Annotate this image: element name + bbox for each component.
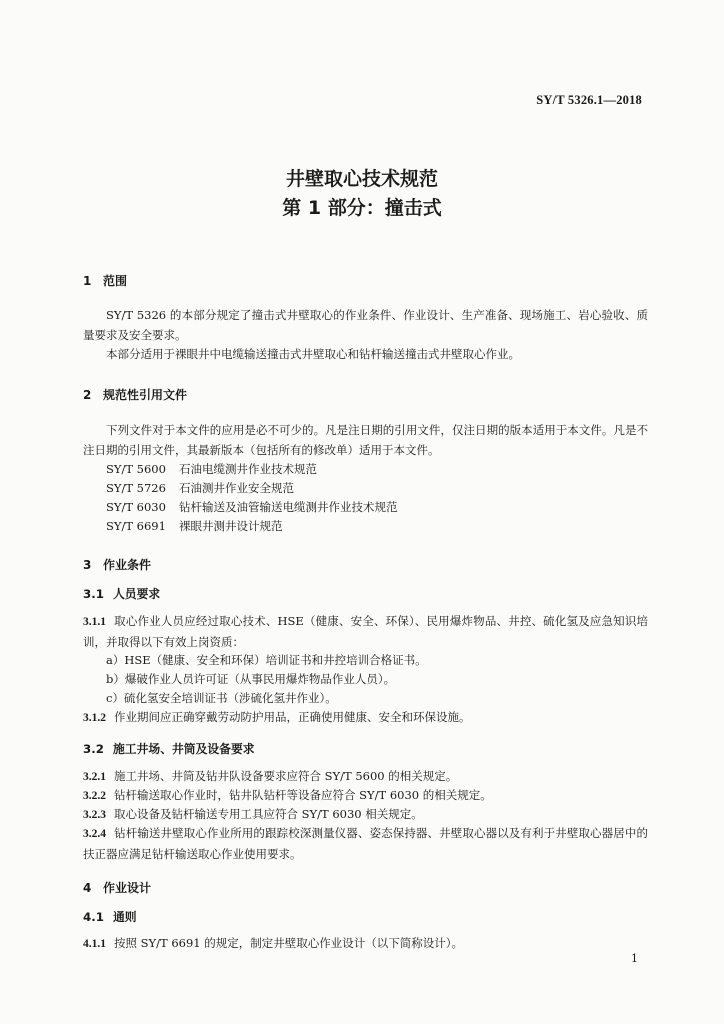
document-title: 井壁取心技术规范 [285, 168, 438, 190]
section-title: 作业条件 [103, 558, 152, 572]
document-subtitle: 第 1 部分：撞击式 [282, 197, 442, 219]
section-1-paragraph-2: 本部分适用于裸眼井中电缆输送撞击式井壁取心和钻杆输送撞击式井壁取心作业。 [106, 347, 520, 361]
clause-number: 3.2.4 [83, 828, 106, 840]
section-number: 4 [83, 881, 92, 895]
section-2-heading [83, 386, 187, 403]
page-number: 1 [631, 952, 638, 965]
clause-text: 按照 SY/T 6691 的规定，制定井壁取心作业设计（以下简称设计）。 [114, 936, 463, 950]
reference-code: SY/T 5726 [106, 481, 166, 495]
section-title: 作业设计 [103, 881, 152, 895]
section-3-heading [83, 556, 151, 573]
clause-text: 施工井场、井筒及钻井队设备要求应符合 SY/T 5600 的相关规定。 [114, 769, 458, 783]
subsection-number: 3.2 [83, 742, 104, 756]
subsection-number: 3.1 [83, 587, 104, 601]
clause-text: 取心设备及钻杆输送专用工具应符合 SY/T 6030 相关规定。 [114, 807, 423, 821]
subsection-3-1-heading [83, 585, 160, 602]
clause-3-1-1 [83, 612, 648, 652]
subsection-title: 施工井场、井筒及设备要求 [113, 742, 255, 756]
subsection-title: 通则 [113, 910, 137, 924]
clause-3-2-2 [83, 786, 648, 807]
clause-4-1-1 [83, 934, 648, 955]
section-number: 3 [83, 558, 92, 572]
reference-item [106, 498, 671, 518]
clause-3-2-1 [83, 767, 648, 788]
reference-item [106, 517, 671, 537]
section-number: 1 [83, 274, 92, 288]
standard-code: SY/T 5326.1—2018 [536, 93, 642, 107]
list-item: c）硫化氢安全培训证书（涉硫化氢井作业）。 [106, 691, 337, 705]
clause-text: 钻杆输送井壁取心作业所用的跟踪校深测量仪器、姿态保持器、井壁取心器以及有利于井壁取心器居中的扶正器应满足钻杆输送取心作业使用要求。 [83, 826, 648, 861]
section-title: 规范性引用文件 [103, 388, 188, 402]
clause-number: 4.1.1 [83, 938, 106, 950]
clause-text: 钻杆输送取心作业时，钻井队钻杆等设备应符合 SY/T 6030 的相关规定。 [114, 788, 492, 802]
clause-number: 3.2.1 [83, 771, 106, 783]
subsection-4-1-heading [83, 908, 137, 925]
subsection-title: 人员要求 [113, 587, 161, 601]
reference-code: SY/T 6030 [106, 500, 166, 514]
reference-title: 石油电缆测井作业技术规范 [179, 462, 317, 476]
reference-title: 钻杆输送及油管输送电缆测井作业技术规范 [179, 500, 398, 514]
section-number: 2 [83, 388, 92, 402]
section-1-paragraph-1: SY/T 5326 的本部分规定了撞击式井壁取心的作业条件、作业设计、生产准备、现场施工、岩心验收、质量要求及安全要求。 [83, 308, 648, 342]
section-4-heading [83, 879, 151, 896]
clause-number: 3.2.2 [83, 790, 106, 802]
list-item: b）爆破作业人员许可证（从事民用爆炸物品作业人员）。 [106, 672, 396, 686]
reference-item [106, 460, 671, 480]
section-2-paragraph-1: 下列文件对于本文件的应用是必不可少的。凡是注日期的引用文件，仅注日期的版本适用于本文件。凡是不注日期的引用文件，其最新版本（包括所有的修改单）适用于本文件。 [83, 423, 648, 457]
reference-code: SY/T 6691 [106, 519, 166, 533]
reference-item [106, 479, 671, 499]
subsection-number: 4.1 [83, 910, 104, 924]
reference-code: SY/T 5600 [106, 462, 166, 476]
subsection-3-2-heading [83, 740, 255, 757]
clause-3-1-2 [83, 708, 648, 729]
clause-number: 3.1.1 [83, 616, 106, 628]
clause-3-2-4 [83, 824, 648, 864]
list-item: a）HSE（健康、安全和环保）培训证书和井控培训合格证书。 [106, 653, 427, 667]
clause-text: 取心作业人员应经过取心技术、HSE（健康、安全、环保）、民用爆炸物品、井控、硫化氢及应急知识培训，并取得以下有效上岗资质： [83, 614, 648, 649]
section-1-heading [83, 272, 127, 289]
reference-title: 裸眼井测井设计规范 [179, 519, 283, 533]
section-title: 范围 [103, 274, 128, 288]
clause-text: 作业期间应正确穿戴劳动防护用品，正确使用健康、安全和环保设施。 [114, 710, 471, 724]
clause-3-2-3 [83, 805, 648, 826]
clause-number: 3.1.2 [83, 712, 106, 724]
reference-title: 石油测井作业安全规范 [179, 481, 294, 495]
clause-number: 3.2.3 [83, 809, 106, 821]
